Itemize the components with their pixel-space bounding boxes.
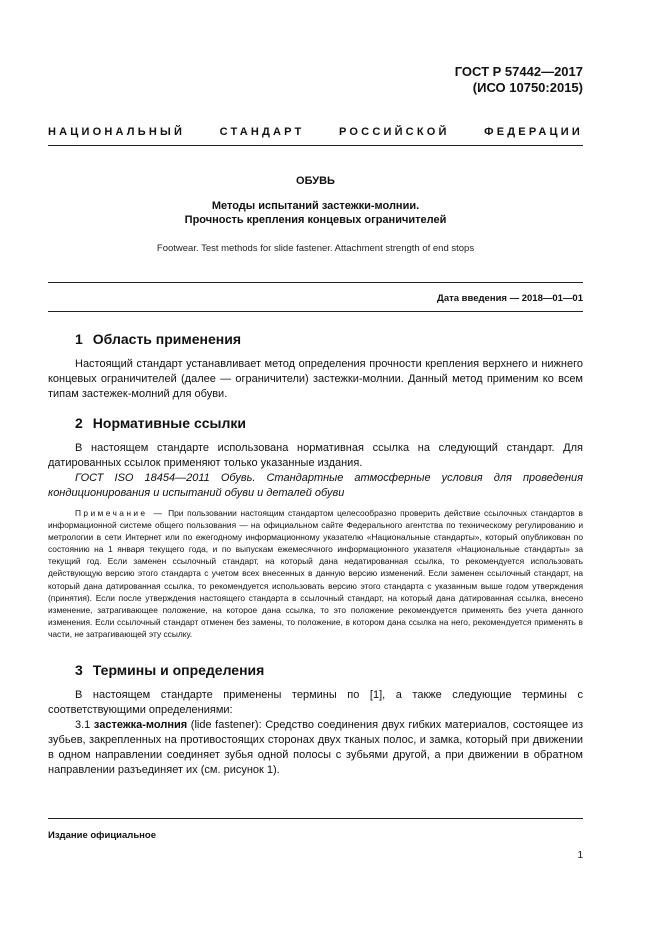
national-standard-heading: НАЦИОНАЛЬНЫЙ СТАНДАРТ РОССИЙСКОЙ ФЕДЕРАЦИИ <box>48 126 583 138</box>
section-1-title: Область применения <box>92 331 242 347</box>
section-3-title: Термины и определения <box>92 662 265 678</box>
section-2-note <box>48 507 583 640</box>
section-2-heading <box>75 415 246 431</box>
term-name: застежка-молния <box>93 719 188 731</box>
section-2-number: 2 <box>75 415 83 431</box>
section-1-number: 1 <box>75 331 83 347</box>
page-number: 1 <box>577 850 583 861</box>
section-2-text: В настоящем стандарте использована нормативная ссылка на следующий стандарт. Для датированных ссылок применяют только указанные издания. <box>48 442 583 469</box>
title-line-2: Прочность крепления концевых ограничителей <box>184 214 447 226</box>
term-definition <box>48 718 583 778</box>
title-line-1: Методы испытаний застежки-молнии. <box>211 200 420 212</box>
section-1-heading <box>75 331 241 347</box>
english-title: Footwear. Test methods for slide fastener. Attachment strength of end stops <box>156 243 475 254</box>
normative-reference: ГОСТ ISO 18454—2011 Обувь. Стандартные атмосферные условия для проведения кондиционирования и испытаний обуви и деталей обуви <box>48 472 583 499</box>
date-divider-bottom <box>48 311 583 312</box>
date-introduced: Дата введения — 2018—01—01 <box>437 293 583 304</box>
gost-code-line1: ГОСТ Р 57442—2017 <box>454 64 583 79</box>
document-type: ОБУВЬ <box>296 175 335 187</box>
footer-divider <box>48 818 583 819</box>
gost-code-line2: (ИСО 10750:2015) <box>472 80 583 95</box>
note-text: При пользовании настоящим стандартом целесообразно проверить действие ссылочных стандартов в информационной системе общего пользования — на официальном сайте Федерального агентства по техническому регулированию и метрологии в сети Интернет или по ежегодному информационному указателю «Национальные стандарты», который опубликован по состоянию на 1 января текущего года, и по выпускам ежемесячного информационного указателя «Национальные стандарты» за текущий год. Если заменен ссылочный стандарт, на который дана недатированная ссылка, то рекомендуется использовать действующую версию этого стандарта с учетом всех внесенных в данную версию изменений. Если заменен ссылочный стандарт, на который дана датированная ссылка, то рекомендуется использовать версию этого стандарта с указанным выше годом утверждения (принятия). Если после утверждения настоящего стандарта в ссылочный стандарт, на который дана датированная ссылка, внесено изменение, затрагивающее положение, на которое дана ссылка, то это положение рекомендуется применять без учета данного изменения. Если ссылочный стандарт отменен без замены, то положение, в котором дана ссылка на него, рекомендуется применять в части, не затрагивающей эту ссылку. <box>48 508 583 639</box>
gost-code <box>455 64 583 96</box>
section-1-text: Настоящий стандарт устанавливает метод определения прочности крепления верхнего и нижнего концевых ограничителей (далее — ограничители) застежки-молнии. Данный метод применим ко всем типам застежек-молний для обуви. <box>48 358 583 400</box>
section-3-number: 3 <box>75 662 83 678</box>
section-3-text: В настоящем стандарте применены термины по [1], а также следующие термины с соответствующими определениями: <box>48 689 583 716</box>
section-2-title: Нормативные ссылки <box>92 415 246 431</box>
section-3-heading <box>75 662 264 678</box>
date-divider <box>48 282 583 283</box>
edition-label: Издание официальное <box>48 830 156 841</box>
note-lead: Примечание — <box>75 508 165 518</box>
document-title <box>48 199 583 227</box>
term-text: (lide fastener): Средство соединения двух гибких материалов, состоящее из зубьев, закрепленных на противостоящих сторонах двух тканых полос, и замка, который при движении в одном направлении соединяет зубья одной полосы с зубьями другой, а при движении в обратном направлении разъединяет их (см. рисунок 1). <box>48 719 584 776</box>
term-number: 3.1 <box>75 719 91 731</box>
header-divider <box>48 145 583 146</box>
